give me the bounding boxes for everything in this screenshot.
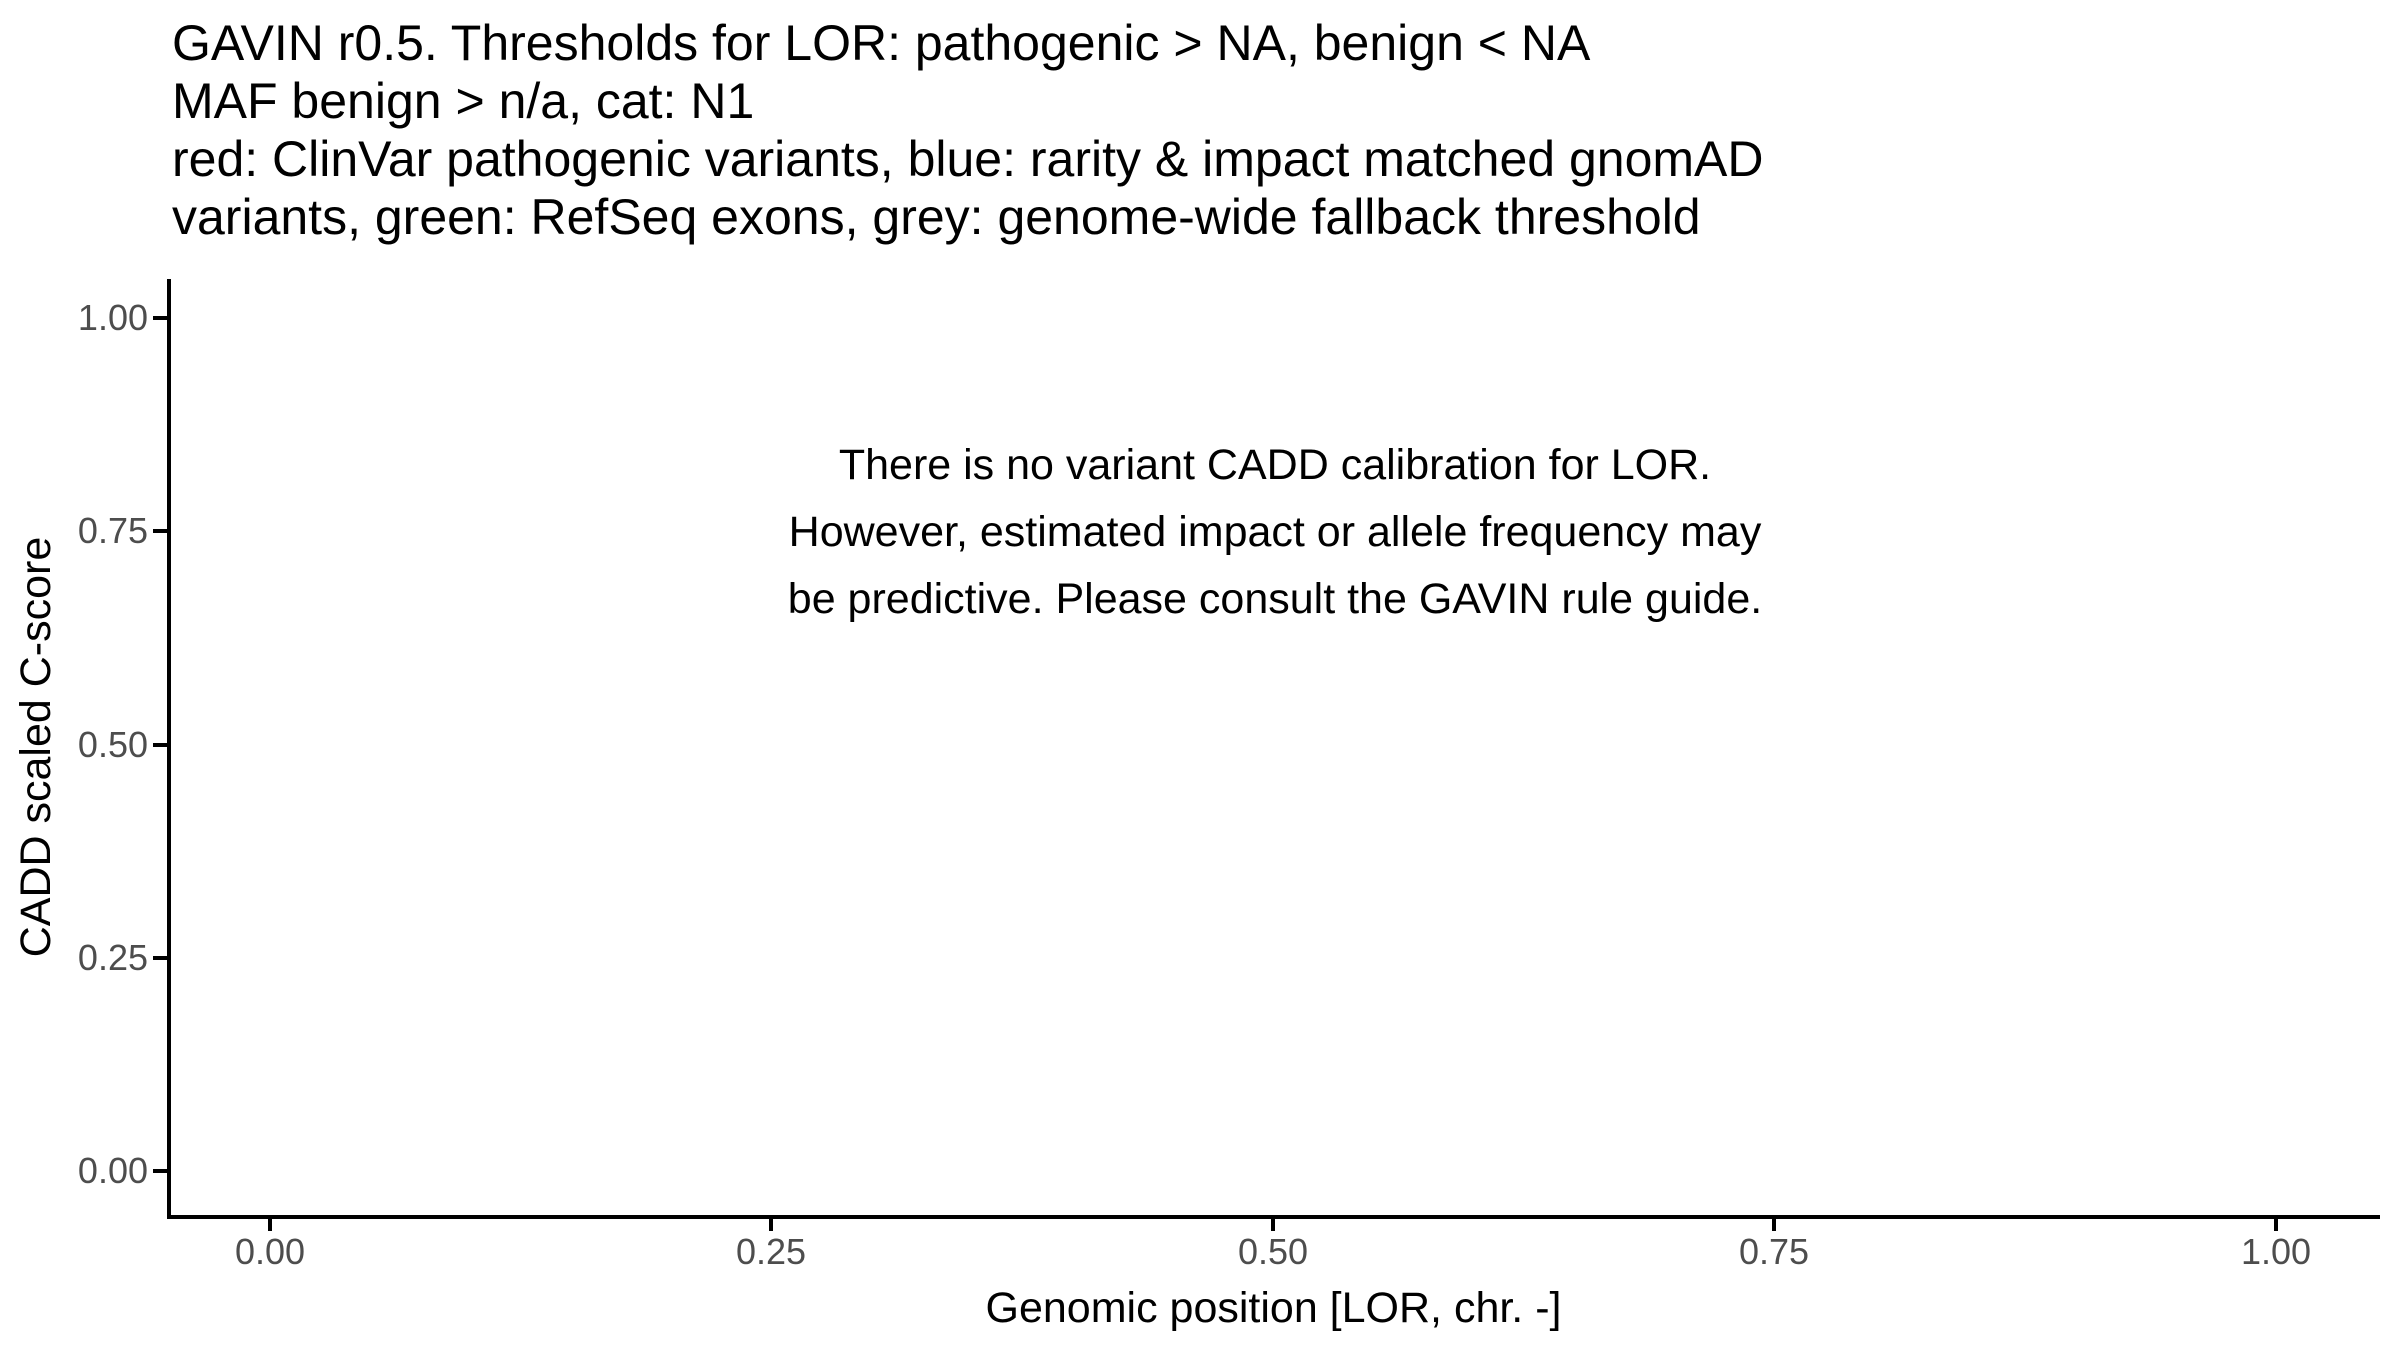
x-tick-label: 0.25 [735,1231,807,1272]
chart-title-line: variants, green: RefSeq exons, grey: genome-wide fallback threshold [172,189,1701,245]
y-tick-mark [153,1169,167,1173]
y-tick-mark [153,743,167,747]
x-tick-label: 0.75 [1738,1231,1810,1272]
no-calibration-note-line: However, estimated impact or allele frequency may [788,508,1762,556]
y-tick-label: 0.50 [77,724,148,765]
chart-title-line: MAF benign > n/a, cat: N1 [172,73,755,129]
y-tick-mark [153,316,167,320]
chart-title [172,14,1763,246]
no-calibration-note-line: There is no variant CADD calibration for LOR. [838,441,1712,489]
x-tick-label: 0.00 [234,1231,306,1272]
y-tick-label: 1.00 [77,297,148,338]
no-calibration-note [675,432,1875,633]
y-axis-title: CADD scaled C-score [12,536,60,958]
y-tick-label: 0.75 [77,510,148,551]
no-calibration-note-line: be predictive. Please consult the GAVIN rule guide. [787,575,1763,623]
y-tick-mark [153,956,167,960]
y-axis-line [167,279,171,1219]
x-axis-title: Genomic position [LOR, chr. -] [985,1284,1562,1332]
y-tick-label: 0.25 [77,937,148,978]
x-tick-label: 1.00 [2240,1231,2312,1272]
chart-title-line: GAVIN r0.5. Thresholds for LOR: pathogenic > NA, benign < NA [172,15,1591,71]
chart-title-line: red: ClinVar pathogenic variants, blue: rarity & impact matched gnomAD [172,131,1764,187]
y-tick-mark [153,529,167,533]
y-tick-label: 0.00 [77,1150,148,1191]
x-tick-label: 0.50 [1237,1231,1309,1272]
